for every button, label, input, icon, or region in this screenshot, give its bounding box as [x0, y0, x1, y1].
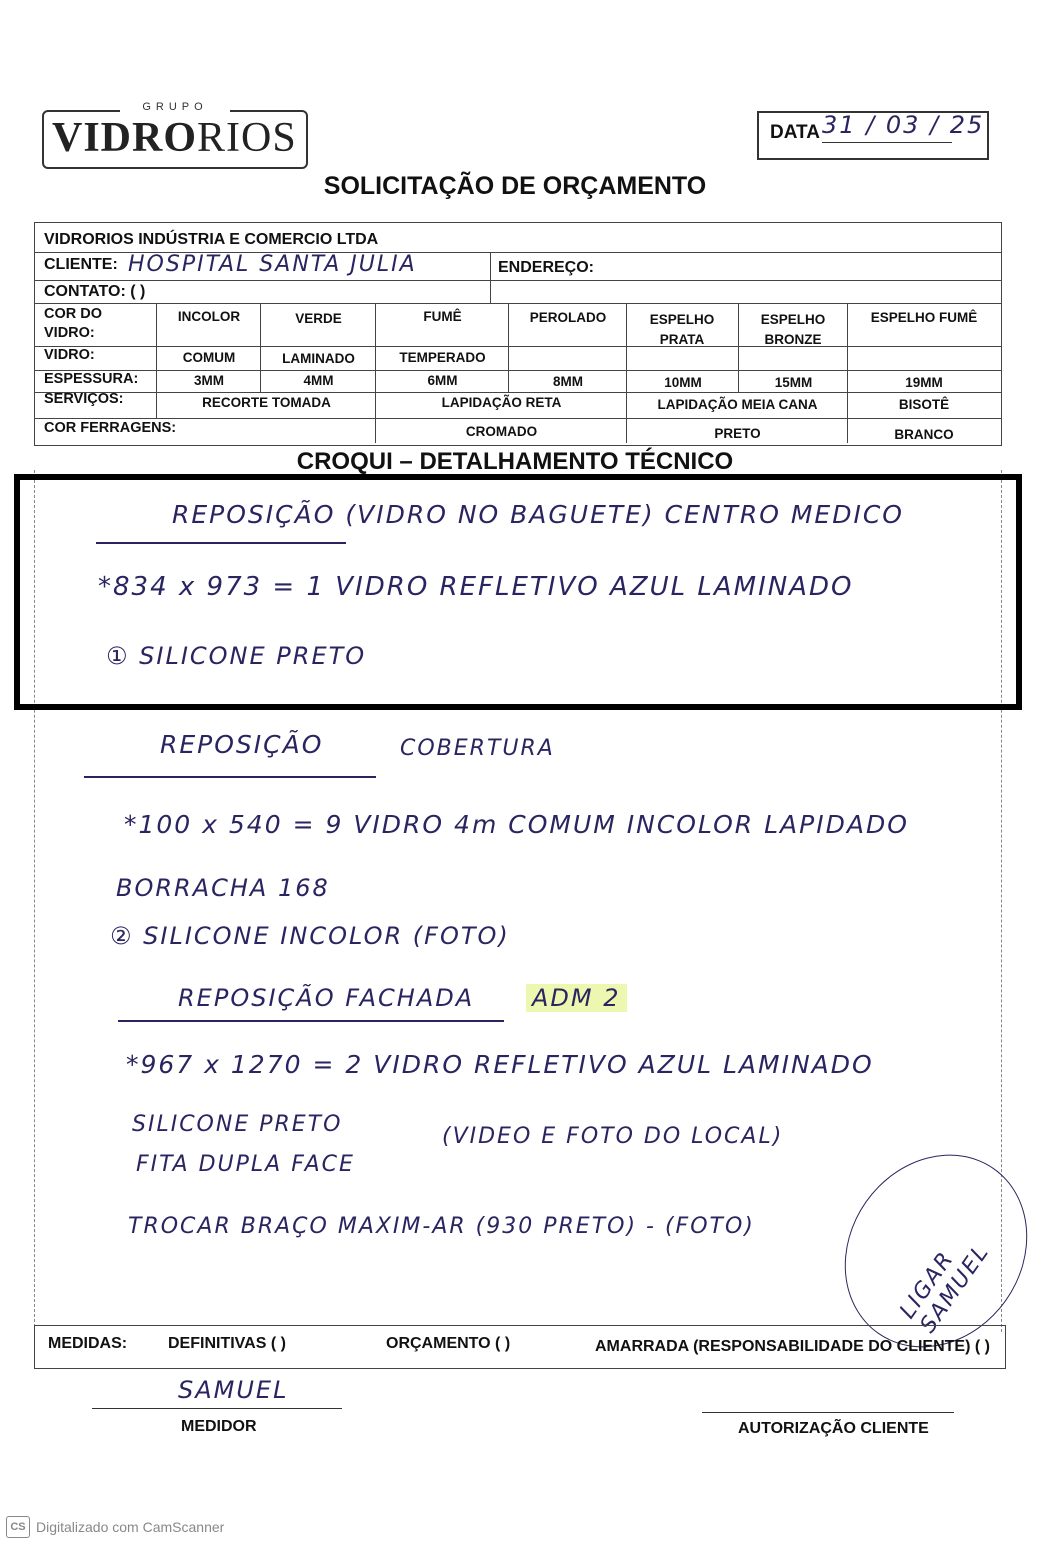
- thickness-option: 4MM: [303, 373, 334, 388]
- glass-type-option: TEMPERADO: [399, 350, 486, 365]
- glass-color-option: ESPELHO FUMÊ: [870, 310, 978, 325]
- section-title: CROQUI – DETALHAMENTO TÉCNICO: [296, 448, 734, 475]
- signature-line: [92, 1408, 342, 1409]
- handwritten-underline: [84, 776, 376, 778]
- divider: [508, 303, 509, 392]
- divider: [847, 303, 848, 443]
- date-value: 31 / 03 / 25: [822, 111, 985, 139]
- handwritten-line: REPOSIÇÃO (VIDRO NO BAGUETE) CENTRO MEDICO: [172, 500, 904, 529]
- thickness-option: 6MM: [427, 373, 458, 388]
- client-value: HOSPITAL SANTA JULIA: [128, 252, 417, 277]
- measurer-signature: SAMUEL: [178, 1376, 289, 1404]
- divider: [34, 303, 1001, 304]
- signature-line: [702, 1412, 954, 1413]
- client-authorization-label: AUTORIZAÇÃO CLIENTE: [738, 1420, 929, 1437]
- glass-color-option: ESPELHO PRATA: [649, 312, 715, 347]
- handwritten-line: LIGAR SAMUEL: [895, 1239, 995, 1338]
- handwritten-line: FITA DUPLA FACE: [136, 1152, 355, 1177]
- tied-option: AMARRADA (RESPONSABILIDADE DO CLIENTE) ( ): [595, 1338, 990, 1355]
- hardware-option: BRANCO: [894, 427, 954, 442]
- handwritten-line: ① SILICONE PRETO: [106, 642, 367, 670]
- divider: [34, 280, 1001, 281]
- thickness-option: 19MM: [905, 375, 943, 390]
- hardware-option: CROMADO: [465, 424, 538, 439]
- thickness-label: ESPESSURA:: [44, 371, 139, 387]
- thickness-option: 15MM: [774, 375, 813, 390]
- contact-label: CONTATO: ( ): [44, 283, 146, 300]
- divider: [34, 418, 1001, 419]
- handwritten-line: REPOSIÇÃO: [160, 730, 324, 759]
- handwritten-line: ② SILICONE INCOLOR (FOTO): [110, 922, 510, 950]
- hardware-label: COR FERRAGENS:: [44, 420, 177, 436]
- glass-color-label: COR DO VIDRO:: [44, 306, 102, 341]
- logo-group-text: GRUPO: [120, 101, 230, 113]
- divider: [34, 392, 1001, 393]
- service-option: RECORTE TOMADA: [202, 395, 331, 410]
- services-label: SERVIÇOS:: [44, 391, 124, 407]
- camscanner-icon: CS: [6, 1516, 30, 1538]
- date-label: DATA: [770, 122, 820, 143]
- handwritten-underline: [96, 542, 346, 544]
- logo: VIDRORIOS: [52, 115, 297, 161]
- handwritten-line: SILICONE PRETO: [132, 1112, 343, 1137]
- page-title: SOLICITAÇÃO DE ORÇAMENTO: [323, 172, 707, 200]
- glass-type-option: LAMINADO: [282, 351, 355, 366]
- handwritten-line: TROCAR BRAÇO MAXIM-AR (930 PRETO) - (FOTO): [128, 1214, 755, 1239]
- divider: [260, 303, 261, 392]
- thickness-option: 8MM: [553, 374, 583, 389]
- thickness-option: 10MM: [664, 375, 702, 390]
- divider: [34, 346, 1001, 347]
- company-name: VIDRORIOS INDÚSTRIA E COMERCIO LTDA: [44, 231, 379, 248]
- handwritten-line: *100 x 540 = 9 VIDRO 4m COMUM INCOLOR LAPIDADO: [124, 810, 909, 839]
- glass-color-option: ESPELHO BRONZE: [760, 312, 826, 347]
- handwritten-line: *834 x 973 = 1 VIDRO REFLETIVO AZUL LAMINADO: [98, 572, 854, 602]
- highlighted-note: ADM 2: [526, 984, 627, 1012]
- handwritten-line: BORRACHA 168: [116, 874, 330, 902]
- divider: [375, 303, 376, 443]
- definitive-option: DEFINITIVAS ( ): [168, 1335, 286, 1352]
- client-label: CLIENTE:: [44, 256, 118, 273]
- service-option: BISOTÊ: [898, 397, 950, 412]
- thickness-option: 3MM: [194, 373, 224, 388]
- divider: [156, 303, 157, 418]
- handwritten-underline: [118, 1020, 504, 1022]
- glass-type-label: VIDRO:: [44, 347, 95, 363]
- divider: [738, 303, 739, 392]
- measures-label: MEDIDAS:: [48, 1335, 128, 1352]
- divider: [34, 370, 1001, 371]
- scanner-watermark: Digitalizado com CamScanner: [36, 1519, 225, 1535]
- divider: [626, 303, 627, 443]
- hardware-option: PRETO: [714, 426, 761, 441]
- service-option: LAPIDAÇÃO MEIA CANA: [657, 397, 818, 412]
- measurer-label: MEDIDOR: [181, 1418, 257, 1435]
- glass-color-option: PEROLADO: [529, 310, 607, 325]
- address-label: ENDEREÇO:: [498, 259, 595, 276]
- date-underline: [822, 142, 952, 143]
- budget-option: ORÇAMENTO ( ): [386, 1335, 511, 1352]
- handwritten-line: *967 x 1270 = 2 VIDRO REFLETIVO AZUL LAMINADO: [126, 1050, 874, 1079]
- glass-color-option: INCOLOR: [177, 309, 241, 324]
- glass-type-option: COMUM: [182, 350, 236, 365]
- divider: [490, 252, 491, 303]
- handwritten-line: (VIDEO E FOTO DO LOCAL): [442, 1124, 784, 1149]
- glass-color-option: VERDE: [295, 311, 342, 326]
- handwritten-line: REPOSIÇÃO FACHADA: [178, 984, 475, 1012]
- glass-color-option: FUMÊ: [423, 309, 462, 324]
- service-option: LAPIDAÇÃO RETA: [441, 395, 562, 410]
- handwritten-line: COBERTURA: [400, 736, 555, 761]
